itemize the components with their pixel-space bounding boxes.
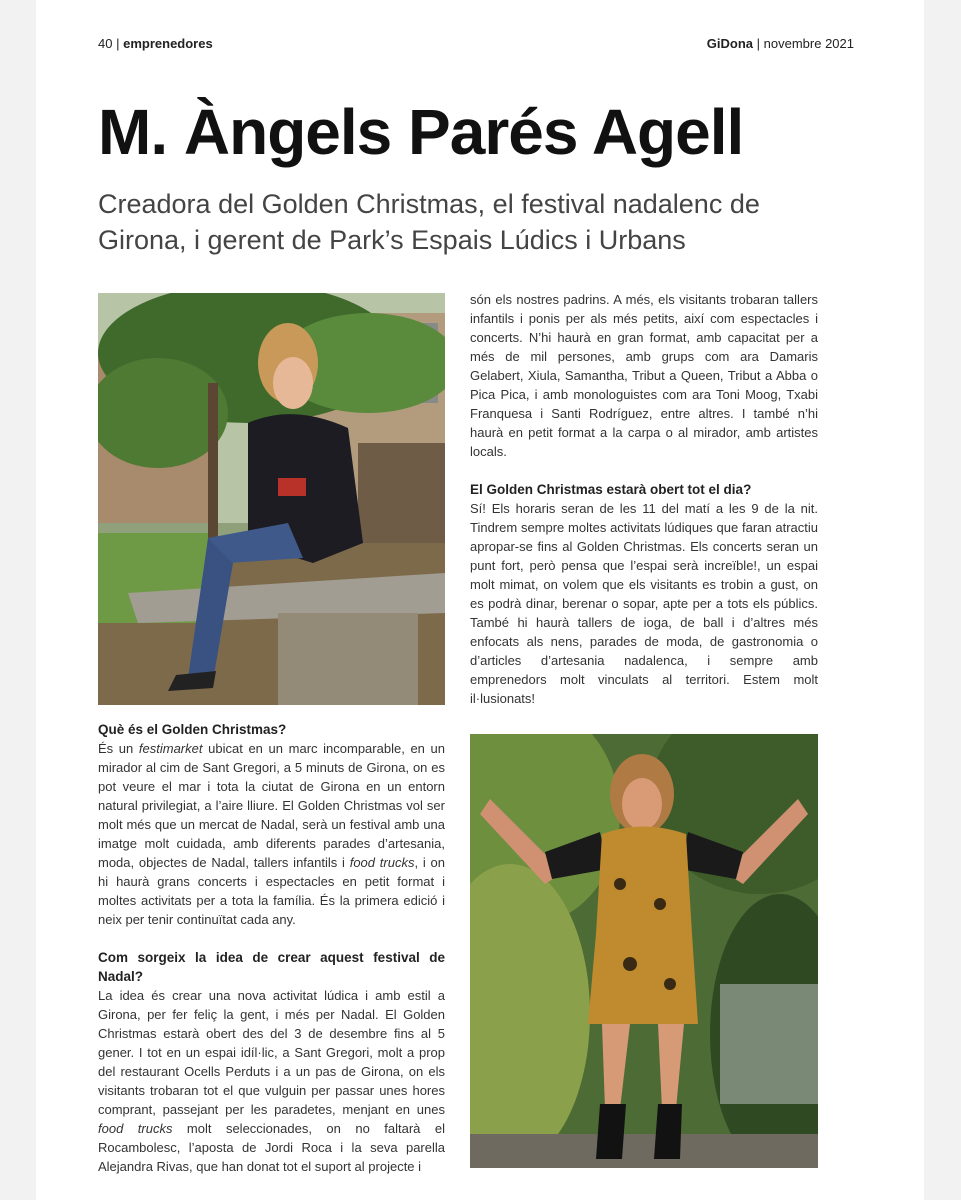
issue-date: novembre 2021 [763,36,854,51]
section-name: emprenedores [123,36,213,51]
question-heading: Què és el Golden Christmas? [98,722,287,737]
header-separator: | [756,36,761,51]
photo-standing-illustration [470,734,818,1168]
running-header-left [98,36,213,51]
portrait-photo-seated [98,293,445,705]
column-left-bottom [98,720,445,1176]
continued-paragraph: són els nostres padrins. A més, els visitants trobaran tallers infantils i ponis per als més petits, així com espectacles i concerts. N’hi haurà en gran format, amb capacitat per a més de mil persones, amb grups com ara Damaris Gelabert, Xiula, Samantha, Tribut a Queen, Tribut a Abba o Pica Pica, i amb monologuistes com ara Toni Moog, Txabi Franquesa i Santi Rodríguez, entre altres. I també n’hi haurà en petit format a la carpa o al mirador, amb artistes locals. [470,292,818,459]
question-heading: Com sorgeix la idea de crear aquest festival de Nadal? [98,950,445,984]
column-right-top [470,290,818,708]
page-number: 40 [98,36,113,51]
article-title: M. Àngels Parés Agell [98,96,744,168]
answer-paragraph: Sí! Els horaris seran de les 11 del matí a les 9 de la nit. Tindrem sempre moltes activitats lúdiques que faran atractiu apropar-se fins al Golden Christmas. Els concerts seran un punt fort, però pensa que l’espai serà increïble!, un espai molt mimat, on volem que els visitants es trobin a gust, on es podrà dinar, berenar o sopar, apte per a tots els públics. També hi haurà tallers de ioga, de ball i d’altres més enfocats als nens, parades de moda, de gastronomia o d’articles d’artesania nadalenca, i sempre amb emprenedors molt vinculats al territori. Estem molt il·lusionats! [470,501,818,706]
article-subtitle: Creadora del Golden Christmas, el festival nadalenc de Girona, i gerent de Park’s Espais Lúdics i Urbans [98,189,760,255]
photo-seated-illustration [98,293,445,705]
running-header-right [707,36,854,51]
answer-paragraph: La idea és crear una nova activitat lúdica i amb estil a Girona, per fer feliç la gent, i més per Nadal. El Golden Christmas estarà obert des del 3 de desembre fins al 5 gener. I tot en un espai idíl·lic, a Sant Gregori, molt a prop del restaurant Ocells Perduts i a un pas de Girona, on els visitants trobaran tot el que vulguin per passar unes hores comprant, passejant per les paradetes, menjant en unes food trucks molt seleccionades, on no faltarà el Rocambolesc, l’aposta de Jordi Roca i la seva parella Alejandra Rivas, que han donat tot el suport al projecte i [98,988,445,1174]
answer-paragraph: És un festimarket ubicat en un marc incomparable, en un mirador al cim de Sant Gregori, a 5 minuts de Girona, on es pot veure el mar i tota la ciutat de Girona en un entorn natural privilegiat, a l’aire lliure. El Golden Christmas vol ser molt més que un mercat de Nadal, serà un festival amb una imatge molt cuidada, amb diferents parades d’artesania, moda, objectes de Nadal, tallers infantils i food trucks, i on hi haurà grans concerts i espectacles en petit format i moltes activitats per a tota la família. És la primera edició i neix per tenir continuïtat cada any. [98,741,446,927]
header-separator: | [116,36,120,51]
magazine-name: GiDona [706,36,754,51]
question-heading: El Golden Christmas estarà obert tot el dia? [470,482,752,497]
portrait-photo-standing [470,734,818,1168]
magazine-page [36,0,924,1200]
